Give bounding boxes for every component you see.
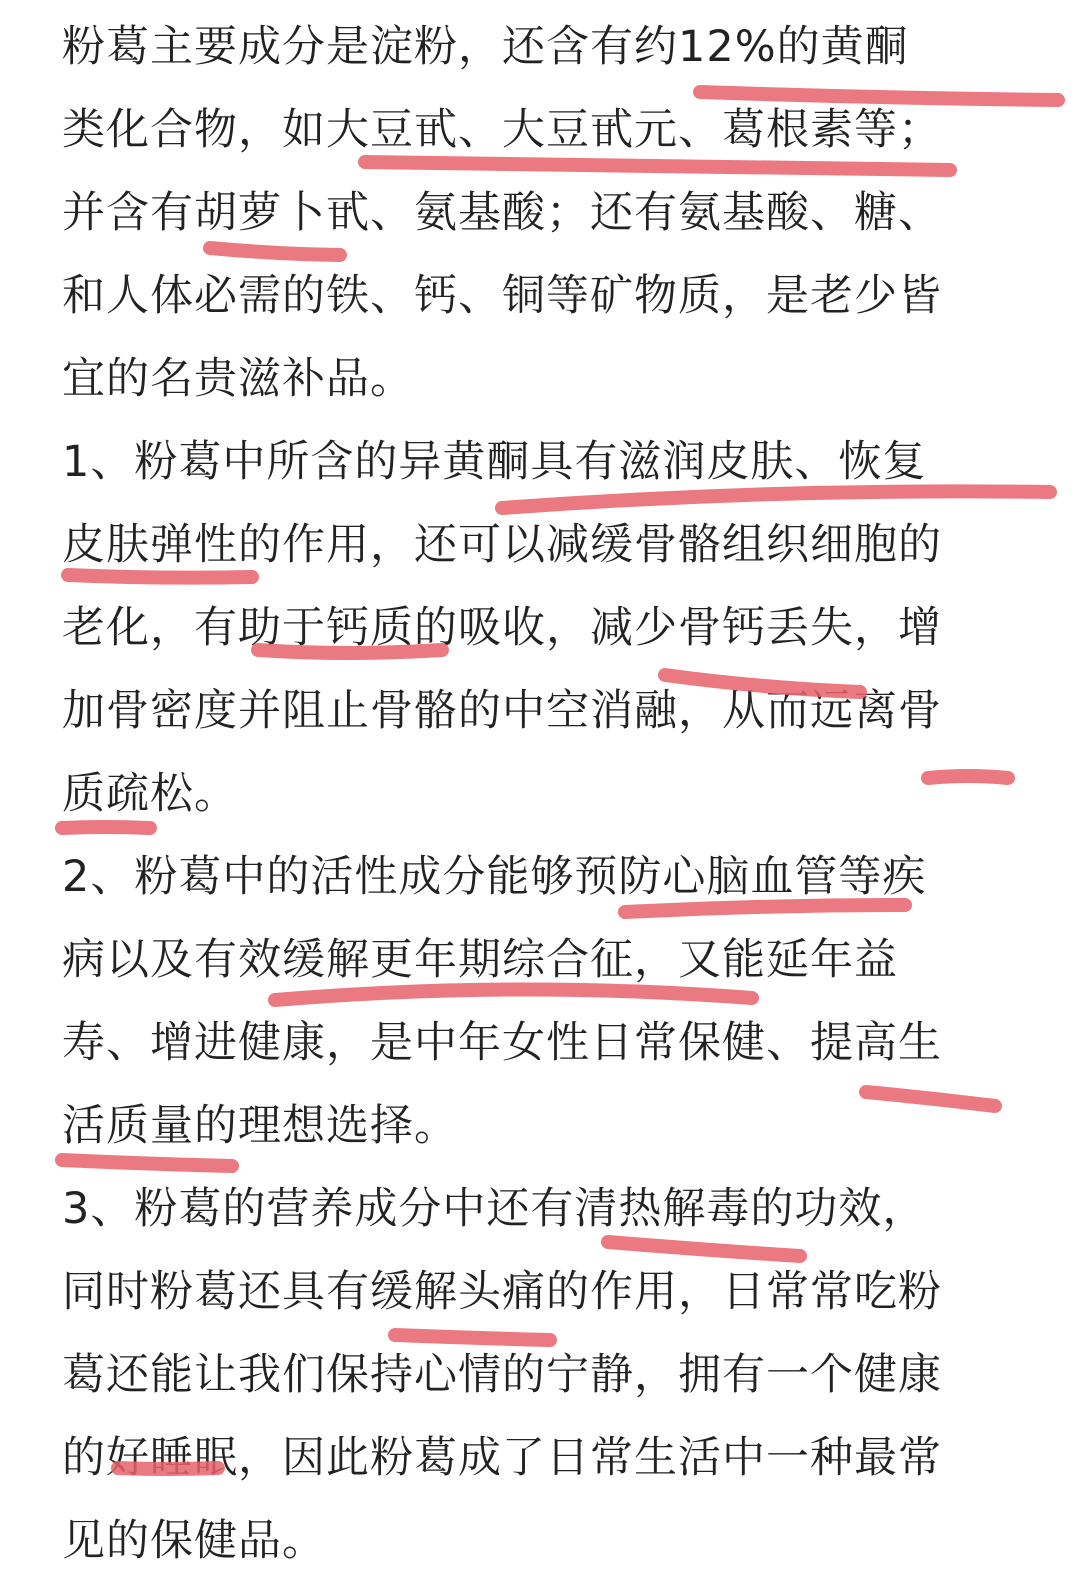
text-line-16: 同时粉葛还具有缓解头痛的作用，日常常吃粉 bbox=[62, 1267, 942, 1317]
underline-mark bbox=[275, 989, 752, 1000]
text-line-9: 加骨密度并阻止骨骼的中空消融，从而远离骨 bbox=[62, 686, 942, 736]
underline-mark bbox=[210, 248, 340, 255]
text-line-19: 见的保健品。 bbox=[62, 1516, 326, 1566]
underline-mark bbox=[62, 1160, 232, 1166]
text-line-8: 老化，有助于钙质的吸收，减少骨钙丢失，增 bbox=[62, 603, 942, 653]
text-line-1: 粉葛主要成分是淀粉，还含有约12%的黄酮 bbox=[62, 22, 909, 72]
underline-mark bbox=[395, 1335, 550, 1340]
underline-mark bbox=[62, 827, 150, 828]
text-line-18: 的好睡眠，因此粉葛成了日常生活中一种最常 bbox=[62, 1433, 942, 1483]
text-line-6: 1、粉葛中所含的异黄酮具有滋润皮肤、恢复 bbox=[62, 437, 927, 487]
text-line-12: 病以及有效缓解更年期综合征，又能延年益 bbox=[62, 935, 898, 985]
text-line-17: 葛还能让我们保持心情的宁静，拥有一个健康 bbox=[62, 1350, 942, 1400]
text-line-4: 和人体必需的铁、钙、铜等矿物质，是老少皆 bbox=[62, 271, 942, 321]
text-line-3: 并含有胡萝卜甙、氨基酸；还有氨基酸、糖、 bbox=[62, 188, 942, 238]
text-line-11: 2、粉葛中的活性成分能够预防心脑血管等疾 bbox=[62, 852, 927, 902]
underline-mark bbox=[608, 1242, 800, 1256]
underline-mark bbox=[700, 92, 1058, 100]
text-line-14: 活质量的理想选择。 bbox=[62, 1101, 458, 1151]
underline-mark bbox=[365, 162, 950, 170]
text-line-2: 类化合物，如大豆甙、大豆甙元、葛根素等； bbox=[62, 105, 942, 155]
text-line-13: 寿、增进健康，是中年女性日常保健、提高生 bbox=[62, 1018, 942, 1068]
text-line-15: 3、粉葛的营养成分中还有清热解毒的功效， bbox=[62, 1184, 927, 1234]
underline-mark bbox=[68, 575, 252, 578]
underline-mark bbox=[502, 491, 1050, 508]
text-line-10: 质疏松。 bbox=[62, 769, 238, 819]
text-line-5: 宜的名贵滋补品。 bbox=[62, 354, 414, 404]
text-line-7: 皮肤弹性的作用，还可以减缓骨骼组织细胞的 bbox=[62, 520, 942, 570]
